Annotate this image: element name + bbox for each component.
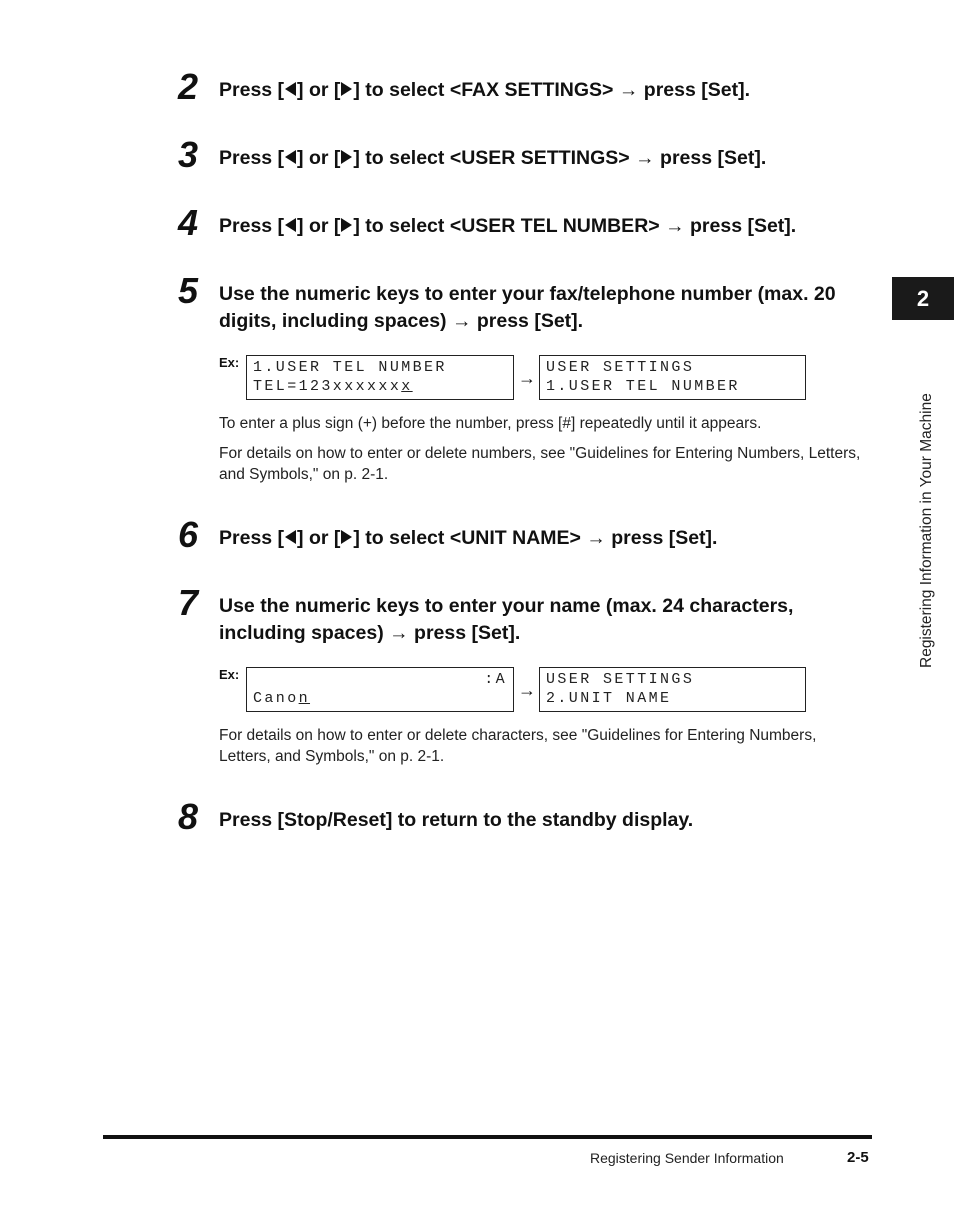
- step-text-part: ] or [: [297, 79, 341, 101]
- step-instruction: [219, 593, 844, 647]
- step-text-part: ] to select <FAX SETTINGS>: [353, 79, 619, 101]
- right-arrow-key-icon: [341, 150, 352, 164]
- arrow-icon: →: [635, 147, 655, 169]
- step-number: 4: [178, 202, 199, 243]
- step-text-part: ] or [: [297, 527, 341, 549]
- lcd-text: TEL=123xxxxxx: [253, 378, 402, 395]
- step-text-part: ] or [: [297, 215, 341, 237]
- chapter-tab: 2: [892, 277, 954, 320]
- arrow-icon: →: [665, 215, 685, 237]
- step-number: 3: [178, 134, 199, 175]
- example-label: Ex:: [219, 667, 240, 682]
- note-entering-characters: For details on how to enter or delete characters, see "Guidelines for Entering Numbers, Letters, and Symbols," on p. 2-1.: [219, 727, 817, 765]
- step-text-part: press [Set].: [638, 79, 750, 101]
- step-text-part: press [Set].: [654, 147, 767, 169]
- step-text-part: press [Set].: [605, 527, 718, 549]
- page-number: 2-5: [847, 1149, 869, 1166]
- footer-divider: [103, 1135, 872, 1139]
- lcd-line-2: [253, 377, 507, 396]
- step-text-part: press [Set].: [471, 310, 584, 332]
- right-arrow-key-icon: [341, 82, 352, 96]
- step-number: 8: [178, 796, 199, 837]
- step-instruction: [219, 213, 879, 240]
- arrow-icon: →: [389, 622, 409, 644]
- step-text-part: Press [: [219, 147, 285, 169]
- chapter-title: Registering Information in Your Machine: [918, 393, 935, 668]
- footer-section-title: Registering Sender Information: [590, 1150, 784, 1166]
- lcd-line-1: 1.USER TEL NUMBER: [253, 359, 447, 376]
- step-text-part: press [Set].: [408, 622, 521, 644]
- step-text-part: press [Set].: [684, 215, 797, 237]
- lcd-display-after: [539, 667, 806, 712]
- arrow-icon: →: [618, 79, 639, 101]
- note-entering-numbers: For details on how to enter or delete numbers, see "Guidelines for Entering Numbers, Letters, and Symbols," on p. 2-1.: [219, 445, 861, 483]
- example-label: Ex:: [219, 355, 240, 370]
- right-arrow-key-icon: [341, 530, 352, 544]
- step-instruction: [219, 525, 879, 552]
- step-number: 7: [178, 582, 199, 623]
- step-text-part: ] to select <UNIT NAME>: [353, 527, 587, 549]
- step-instruction: [219, 77, 879, 104]
- lcd-display-before: [246, 355, 514, 400]
- arrow-icon: →: [451, 310, 472, 332]
- step-text-part: ] to select <USER SETTINGS>: [353, 147, 636, 169]
- step-text-part: Use the numeric keys to enter your name (max. 24 characters, including spaces): [219, 595, 794, 644]
- left-arrow-key-icon: [285, 530, 296, 544]
- note-plus-sign: To enter a plus sign (+) before the number, press [#] repeatedly until it appears.: [219, 415, 762, 432]
- lcd-cursor: n: [298, 690, 311, 707]
- step-number: 5: [178, 270, 199, 311]
- lcd-line-1: :A: [484, 671, 507, 688]
- left-arrow-key-icon: [285, 218, 296, 232]
- left-arrow-key-icon: [285, 150, 296, 164]
- chapter-title-vertical: [917, 328, 941, 668]
- step-text-part: ] to select <USER TEL NUMBER>: [353, 215, 666, 237]
- step-number: 2: [178, 66, 199, 107]
- step-instruction: [219, 281, 874, 335]
- right-arrow-key-icon: [341, 218, 352, 232]
- step-number: 6: [178, 514, 199, 555]
- step-text-part: Use the numeric keys to enter your fax/telephone number (max. 20 digits, including spaces): [219, 283, 836, 332]
- arrow-icon: →: [518, 368, 536, 388]
- lcd-line-1: USER SETTINGS: [546, 671, 695, 688]
- lcd-display-before: [246, 667, 514, 712]
- lcd-line-1: USER SETTINGS: [546, 359, 695, 376]
- lcd-display-after: [539, 355, 806, 400]
- arrow-icon: →: [518, 680, 536, 700]
- lcd-text: Cano: [253, 690, 299, 707]
- step-instruction: [219, 145, 879, 172]
- step-text-part: Press [: [219, 527, 285, 549]
- left-arrow-key-icon: [285, 82, 296, 96]
- arrow-icon: →: [586, 527, 606, 549]
- step-text-part: ] or [: [297, 147, 341, 169]
- lcd-line-2: 2.UNIT NAME: [546, 690, 672, 707]
- lcd-cursor: x: [401, 378, 413, 395]
- lcd-line-2: [253, 689, 507, 708]
- step-instruction: Press [Stop/Reset] to return to the standby display.: [219, 809, 694, 831]
- step-text-part: Press [: [219, 215, 285, 237]
- lcd-line-2: 1.USER TEL NUMBER: [546, 378, 740, 395]
- step-text-part: Press [: [219, 79, 285, 101]
